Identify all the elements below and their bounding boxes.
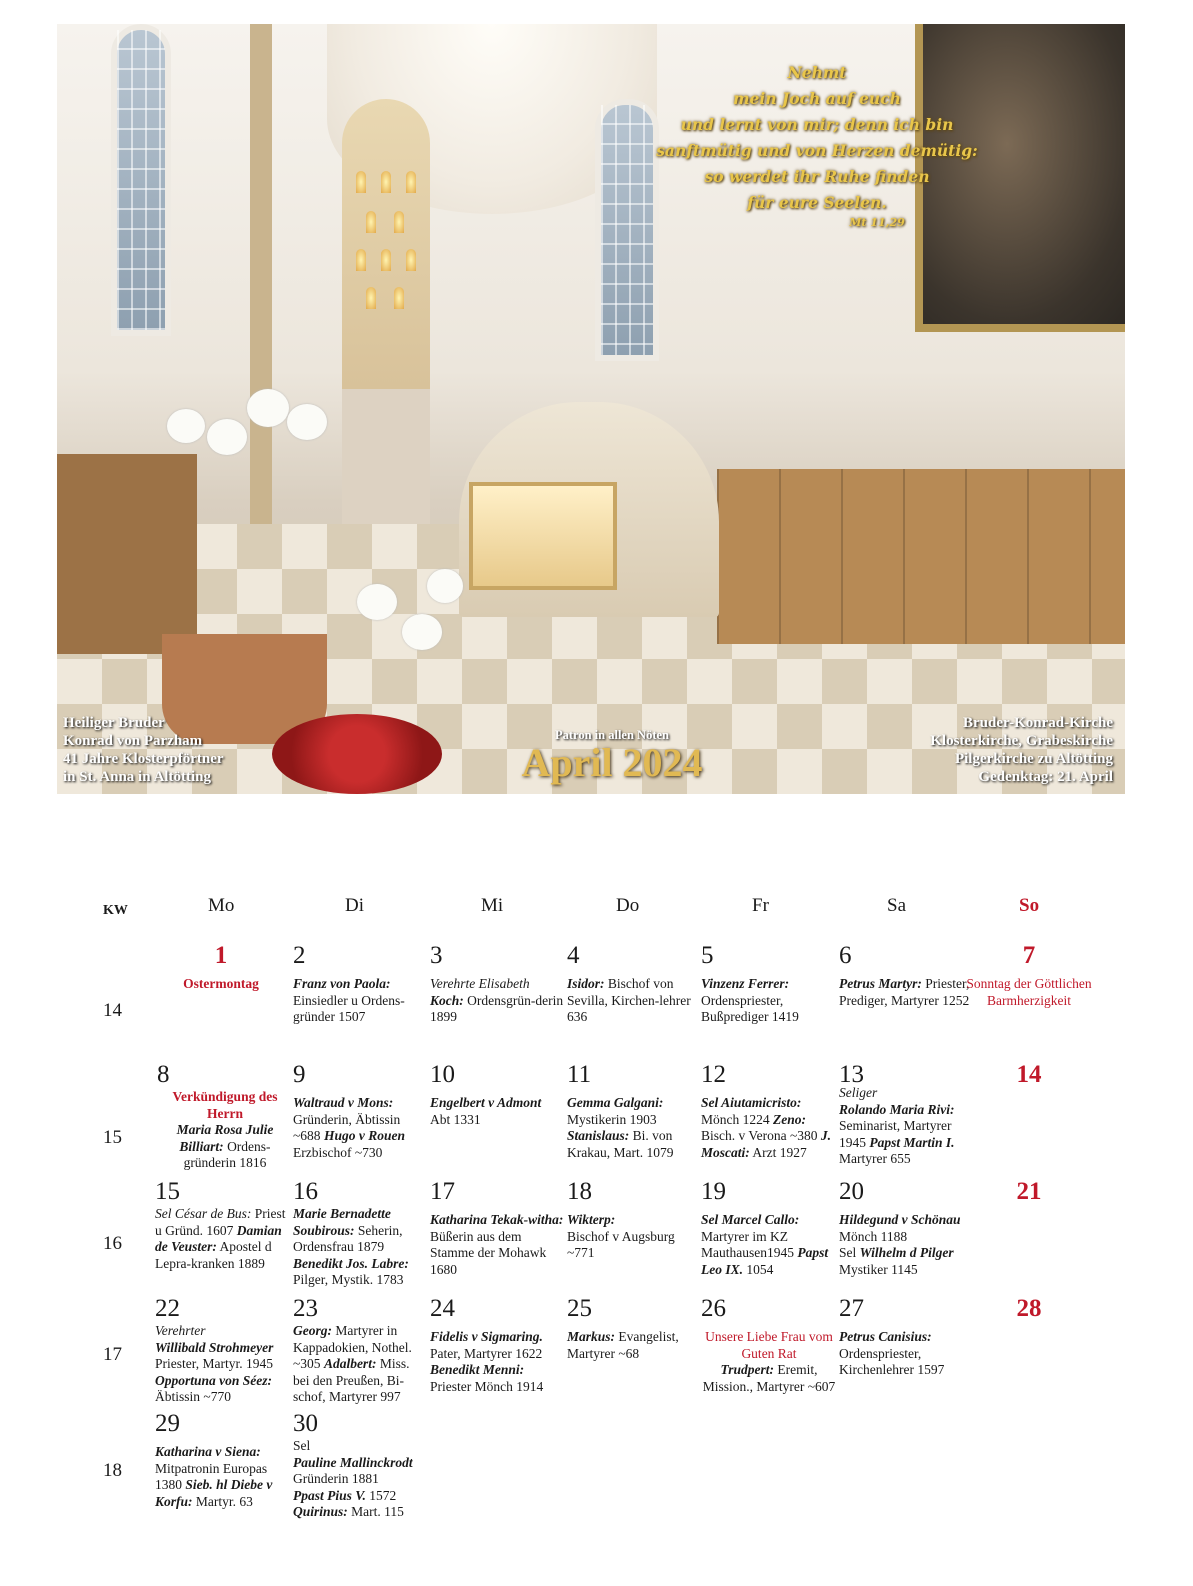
saint-desc: Einsiedler u Ordens-gründer 1507 [293, 992, 405, 1024]
saint-desc: Mitpatronin Europas 1380 [155, 1460, 268, 1492]
day-cell [293, 1061, 429, 1161]
day-cell [567, 1178, 703, 1262]
saint-desc: Ordenspriester, Kirchenlehrer 1597 [839, 1345, 945, 1377]
day-cell [155, 1178, 291, 1272]
saint-desc: 1572 [369, 1487, 397, 1503]
weekday-header: Di [345, 895, 364, 916]
weekday-header: Mi [481, 895, 504, 916]
saint-name: Benedikt Jos. Labre: [293, 1255, 409, 1271]
church-photo [57, 24, 1125, 794]
saint-name: Marie Bernadette Soubirous: [293, 1206, 391, 1238]
saint-name: Hildegund v Schönau [839, 1212, 961, 1227]
saint-desc: Seminarist, Martyrer 1945 [839, 1118, 952, 1150]
saint-desc: Mystiker 1145 [839, 1261, 918, 1277]
day-cell [701, 1178, 837, 1278]
saint-name: Georg: [293, 1323, 332, 1338]
day-number: 8 [157, 1061, 170, 1088]
day-number: 20 [839, 1178, 864, 1205]
day-number: 21 [1016, 1178, 1042, 1205]
reliquary-shrine [342, 99, 430, 389]
saint-name: Maria Rosa Julie Billiart: [176, 1122, 274, 1154]
saint-desc: Pater, Martyrer 1622 [430, 1345, 543, 1361]
pews-right [717, 469, 1125, 644]
day-number: 1 [214, 942, 228, 969]
day-number: 13 [839, 1061, 864, 1088]
quote-line: und lernt von mir; denn ich bin [680, 115, 954, 134]
caption-line: Konrad von Parzham [63, 733, 203, 749]
orchid-flower [167, 409, 205, 443]
day-number: 2 [293, 942, 306, 969]
week-number: 16 [103, 1233, 122, 1254]
week-number: 14 [103, 1000, 122, 1021]
day-number: 17 [430, 1178, 455, 1205]
saint-desc: Abt 1331 [430, 1111, 481, 1127]
day-cell [839, 942, 975, 1009]
orchid-flower [247, 389, 289, 427]
saint-desc: Apostel d Lepra-kranken 1889 [155, 1239, 272, 1271]
day-number: 9 [293, 1061, 306, 1088]
church-caption [930, 714, 1113, 786]
saint-name: Franz von Paola: [293, 976, 391, 991]
saint-desc: Gründerin 1881 [293, 1471, 379, 1486]
day-cell [157, 1061, 293, 1172]
day-cell [839, 1295, 975, 1379]
quote-line: mein Joch auf euch [733, 89, 901, 108]
saint-name: Hugo v Rouen [323, 1128, 405, 1143]
day-cell [567, 1061, 703, 1161]
day-number: 30 [293, 1410, 318, 1437]
saint-name: Opportuna von Séez: [155, 1372, 273, 1388]
week-number: 17 [103, 1344, 122, 1365]
day-number: 29 [155, 1410, 180, 1437]
day-cell [701, 942, 837, 1026]
day-number: 5 [701, 942, 714, 969]
month-title: April 2024 [521, 740, 703, 785]
red-flowers [272, 714, 442, 794]
saint-name: Isidor: [567, 976, 605, 991]
week-number: 18 [103, 1460, 122, 1481]
saint-desc: Evangelist, Martyrer ~68 [567, 1329, 679, 1361]
day-cell [430, 942, 566, 1026]
day-number: 25 [567, 1295, 592, 1322]
orchid-flower [287, 404, 327, 440]
bible-quote [637, 60, 997, 230]
saint-desc: Martyrer im KZ Mauthausen1945 [701, 1228, 794, 1260]
day-cell [293, 1178, 429, 1289]
day-cell [839, 1178, 975, 1278]
saint-desc: Ordenspriester, Bußprediger 1419 [701, 992, 799, 1024]
day-cell [961, 1295, 1097, 1329]
orchid-flower [357, 584, 397, 620]
feast-name: Verkündigung des Herrn [172, 1089, 278, 1121]
saint-desc: Priester Mönch 1914 [430, 1378, 544, 1394]
church-window-left [111, 24, 171, 336]
day-cell [839, 1061, 975, 1168]
caption-line: in St. Anna in Altötting [63, 769, 211, 785]
orchid-flower [207, 419, 247, 455]
saint-prefix: Verehrter [155, 1323, 206, 1338]
saint-name: Katharina Tekak-witha: [430, 1212, 564, 1227]
day-number: 18 [567, 1178, 592, 1205]
day-cell [430, 1295, 566, 1395]
day-cell [567, 942, 703, 1026]
saint-name: Papst Leo IX. [701, 1245, 829, 1277]
saint-name: Rolando Maria Rivi: [839, 1101, 955, 1117]
day-cell [961, 1178, 1097, 1212]
day-number: 6 [839, 942, 852, 969]
tomb-glass [469, 482, 617, 590]
saint-name: Pauline Mallinckrodt [293, 1454, 413, 1470]
weekday-header: Fr [752, 895, 769, 916]
weekday-header-sunday: So [1019, 895, 1040, 916]
feast-name: Unsere Liebe Frau vom Guten Rat [705, 1329, 833, 1361]
day-cell [293, 1295, 429, 1406]
kw-header: KW [103, 903, 128, 918]
saint-desc: Priester, Martyr. 1945 [155, 1356, 273, 1371]
day-number: 19 [701, 1178, 726, 1205]
saint-name: Trudpert: [720, 1362, 774, 1377]
day-cell [430, 1061, 566, 1128]
saint-name: Willibald Strohmeyer [155, 1339, 274, 1355]
saint-name: J. Moscati: [701, 1128, 832, 1160]
day-number: 28 [1016, 1295, 1042, 1322]
saint-desc: Bisch. v Verona ~380 [701, 1128, 818, 1143]
saint-name: Sel Aiutamicristo: [701, 1095, 802, 1110]
saint-name: Papst Martin I. [869, 1134, 955, 1150]
saint-desc: Martyr. 63 [195, 1493, 253, 1509]
saint-prefix: Verehrte Elisabeth [430, 976, 530, 991]
saint-desc: Mönch 1224 [701, 1111, 770, 1127]
day-cell [701, 1061, 841, 1161]
day-cell [430, 1178, 566, 1278]
day-number: 14 [1016, 1061, 1042, 1088]
saint-name: Stanislaus: [567, 1128, 630, 1143]
saint-name: Petrus Martyr: [839, 976, 922, 991]
saint-name: Markus: [567, 1329, 616, 1344]
saint-name: Wikterp: [567, 1212, 616, 1227]
day-cell [567, 1295, 703, 1362]
saint-name: Fidelis v Sigmaring. [430, 1329, 543, 1344]
saint-name: Katharina v Siena: [155, 1444, 261, 1459]
saint-name: Sel Marcel Callo: [701, 1212, 800, 1227]
saint-name: Gemma Galgani: [567, 1095, 664, 1110]
day-number: 4 [567, 942, 580, 969]
pews-left [57, 454, 197, 654]
saint-desc: Büßerin aus dem Stamme der Mohawk 1680 [430, 1228, 547, 1277]
saint-desc: Mönch 1188 [839, 1228, 908, 1244]
saint-name: Benedikt Menni: [430, 1362, 525, 1377]
saint-desc: Miss. bei den Preußen, Bi-schof, Martyrer 997 [293, 1356, 410, 1404]
saint-name: Ppast Pius V. [293, 1487, 366, 1503]
saint-desc: Ordens-gründerin 1816 [183, 1138, 271, 1170]
orchid-flower [402, 614, 442, 650]
day-cell [153, 942, 289, 993]
weekday-header: Mo [208, 895, 235, 916]
day-number: 23 [293, 1295, 318, 1322]
saint-name: Waltraud v Mons: [293, 1095, 394, 1110]
pillar [250, 24, 272, 524]
saint-name: Vinzenz Ferrer: [701, 976, 790, 991]
caption-line: Pilgerkirche zu Altötting [954, 751, 1113, 767]
saint-desc: Priest u Gründ. 1607 [155, 1206, 286, 1238]
quote-line: für eure Seelen. [747, 193, 887, 212]
quote-line: sanftmütig und von Herzen demütig: [656, 141, 978, 160]
saint-desc: Bi. von Krakau, Mart. 1079 [567, 1128, 674, 1160]
caption-line: Heiliger Bruder [63, 715, 165, 731]
saint-desc: Ordensgrün-derin 1899 [430, 992, 564, 1024]
saint-desc: Erzbischof ~730 [293, 1144, 383, 1160]
day-cell [961, 1061, 1097, 1095]
saint-name: Quirinus: [293, 1504, 348, 1519]
day-number: 24 [430, 1295, 455, 1322]
day-cell [155, 1410, 291, 1510]
saint-desc: Äbtissin ~770 [155, 1389, 231, 1404]
saint-desc: Seherin, Ordensfrau 1879 [293, 1222, 403, 1254]
saint-desc: Gründerin, Äbtissin ~688 [293, 1111, 401, 1143]
caption-line: Bruder-Konrad-Kirche [963, 715, 1113, 731]
orchid-flower [427, 569, 463, 603]
saint-desc: Arzt 1927 [752, 1144, 807, 1160]
saint-desc: Bischof von Sevilla, Kirchen-lehrer 636 [567, 976, 691, 1024]
saint-desc: Martyrer in Kappadokien, Nothel. ~305 [293, 1323, 412, 1371]
saint-name: Wilhelm d Pilger [859, 1245, 954, 1260]
saint-name: Petrus Canisius: [839, 1329, 932, 1344]
week-number: 15 [103, 1127, 122, 1148]
day-cell [701, 1295, 837, 1395]
caption-line: 41 Jahre Klosterpförtner [63, 751, 224, 767]
saint-desc: Eremit, Mission., Martyrer ~607 [702, 1362, 836, 1394]
saint-desc: 1054 [746, 1261, 774, 1277]
saint-desc: Martyrer 655 [839, 1151, 911, 1166]
patron-subtitle: Patron in allen Nöten [554, 728, 669, 742]
quote-reference: Mt 11,29 [849, 216, 905, 229]
day-number: 16 [293, 1178, 318, 1205]
day-cell [293, 942, 429, 1026]
saint-desc: Mart. 115 [351, 1504, 404, 1519]
day-number: 7 [1022, 942, 1036, 969]
day-number: 15 [155, 1178, 180, 1205]
feast-name: Ostermontag [183, 976, 259, 991]
saint-caption [63, 714, 224, 786]
saint-desc: Bischof v Augsburg ~771 [567, 1228, 675, 1260]
saint-desc: Priester, Prediger, Martyrer 1252 [839, 976, 970, 1008]
saint-desc: Pilger, Mystik. 1783 [293, 1272, 404, 1287]
day-number: 26 [701, 1295, 726, 1322]
quote-line: Nehmt [787, 63, 847, 82]
day-number: 11 [567, 1061, 592, 1088]
saint-prefix: Seliger [839, 1085, 878, 1100]
day-number: 12 [701, 1061, 726, 1088]
weekday-header: Do [616, 895, 640, 916]
saint-name: Sieb. hl Diebe v Korfu: [155, 1477, 273, 1509]
day-number: 10 [430, 1061, 455, 1088]
day-cell [961, 942, 1097, 1009]
day-number: 22 [155, 1295, 180, 1322]
day-cell [155, 1295, 295, 1406]
saint-prefix: Sel [839, 1245, 857, 1260]
caption-line: Gedenktag: 21. April [978, 769, 1113, 785]
weekday-header: Sa [887, 895, 906, 916]
feast-name: Sonntag der Göttlichen Barmherzigkeit [966, 976, 1092, 1008]
caption-line: Klosterkirche, Grabeskirche [930, 733, 1113, 749]
quote-line: so werdet ihr Ruhe finden [704, 167, 930, 186]
saint-prefix: Sel [293, 1438, 311, 1453]
saint-name: Adalbert: [323, 1356, 377, 1371]
day-cell [293, 1410, 429, 1521]
saint-desc: Mystikerin 1903 [567, 1111, 657, 1127]
day-number: 3 [430, 942, 443, 969]
saint-name: Koch: [430, 992, 464, 1008]
saint-prefix: Sel César de Bus: [155, 1206, 252, 1221]
saint-name: Zeno: [773, 1111, 806, 1127]
day-number: 27 [839, 1295, 864, 1322]
saint-name: Engelbert v Admont [430, 1095, 542, 1110]
saint-name: Damian de Veuster: [155, 1222, 282, 1254]
